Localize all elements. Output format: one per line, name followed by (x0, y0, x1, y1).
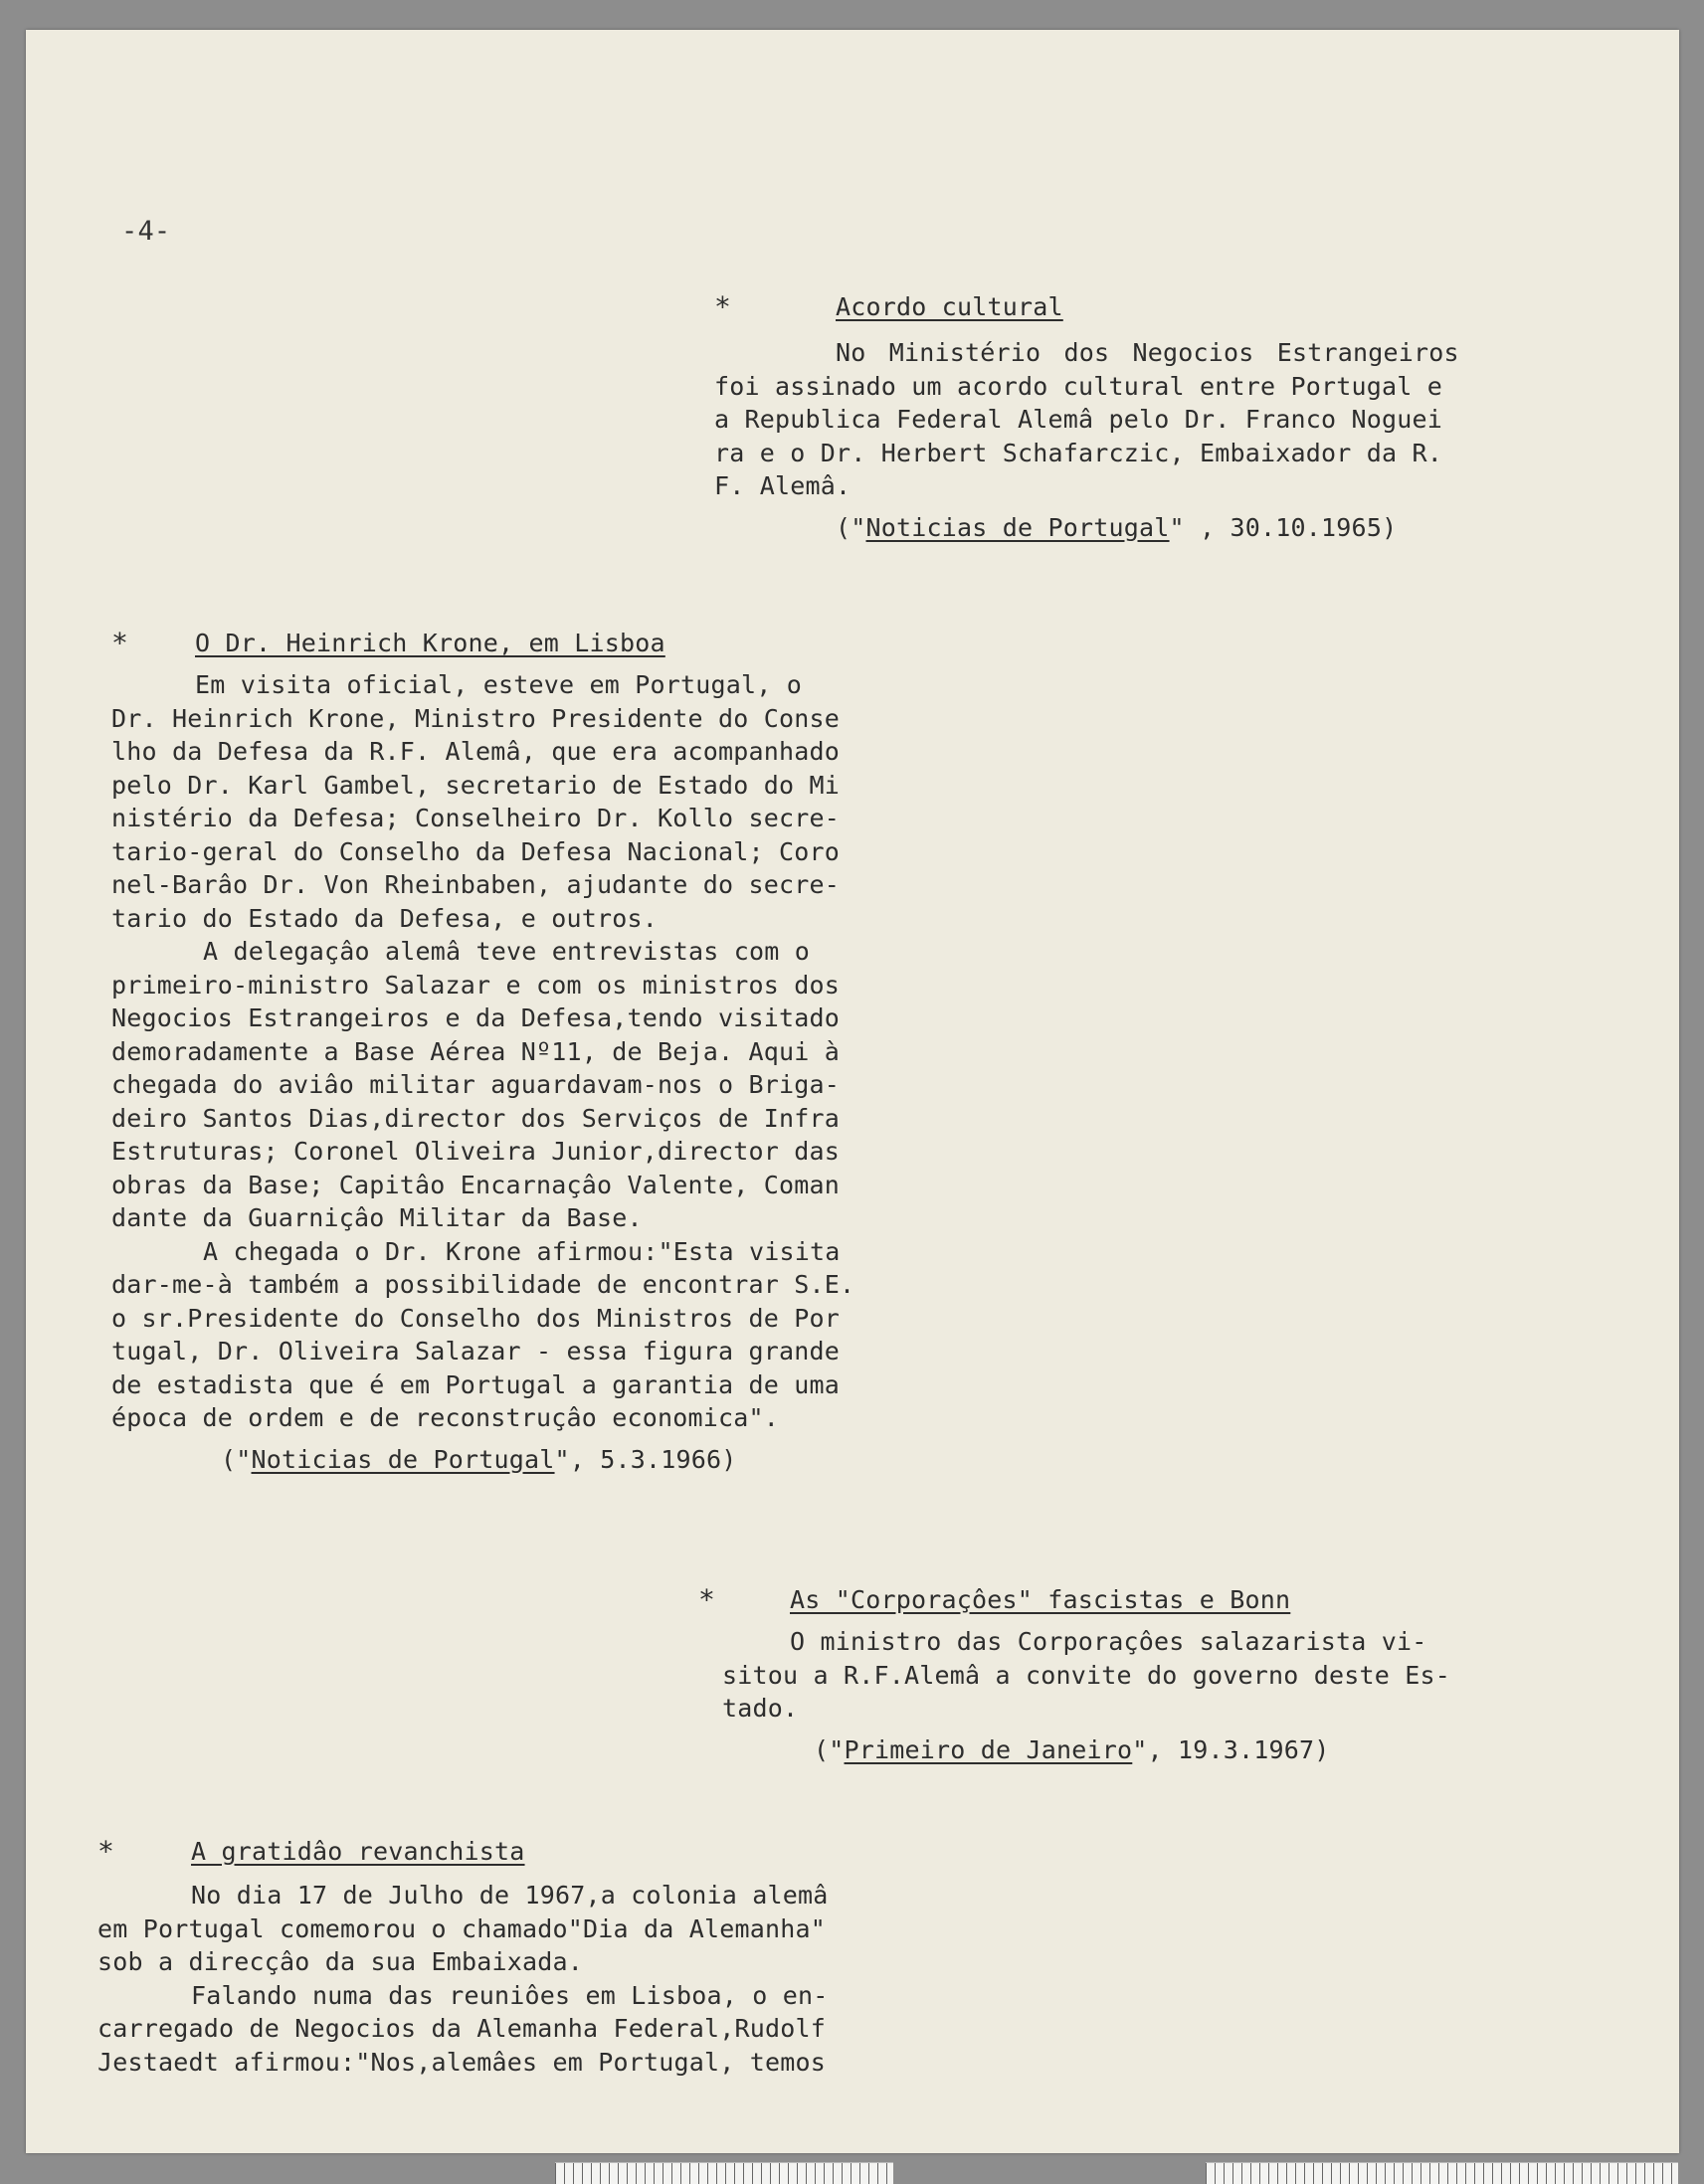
text-line: Estruturas; Coronel Oliveira Junior,director das (111, 1137, 841, 1166)
text-line: nistério da Defesa; Conselheiro Dr. Kollo secre- (111, 804, 841, 832)
source-suffix: ", 5.3.1966) (554, 1444, 737, 1474)
text-line: dar-me-à também a possibilidade de encontrar S.E. (111, 1270, 855, 1299)
section-body (97, 1879, 893, 2079)
source-prefix: (" (814, 1734, 845, 1764)
text-line: demoradamente a Base Aérea Nº11, de Beja. Aqui à (111, 1036, 841, 1066)
section-body (111, 668, 907, 1435)
text-line: carregado de Negocios da Alemanha Federal,Rudolf (97, 2014, 827, 2043)
text-line: a Republica Federal Alemâ pelo Dr. Franco Noguei (714, 405, 1443, 434)
section-title: O Dr. Heinrich Krone, em Lisboa (195, 629, 665, 657)
text-line: F. Alemâ. (714, 471, 852, 500)
section-gratidao-revanchista (97, 1835, 893, 2079)
text-line: primeiro-ministro Salazar e com os ministros dos (111, 970, 841, 1000)
scale-ruler-left (555, 2162, 893, 2184)
source-name: Noticias de Portugal (865, 512, 1170, 542)
source-suffix: ", 19.3.1967) (1132, 1734, 1330, 1764)
text-line: Falando numa das reuniôes em Lisboa, o en- (191, 1980, 829, 2010)
source-name: Primeiro de Janeiro (844, 1734, 1133, 1764)
text-line: A chegada o Dr. Krone afirmou:"Esta visita (203, 1236, 841, 1266)
scale-ruler-right (1206, 2162, 1678, 2184)
section-heading (714, 290, 1500, 330)
text-line: O ministro das Corporaçôes salazarista vi- (790, 1627, 1427, 1656)
text-line: obras da Base; Capitâo Encarnaçâo Valente, Coman (111, 1170, 841, 1199)
bullet-star: * (714, 290, 732, 323)
text-line: tario do Estado da Defesa, e outros. (111, 903, 659, 933)
section-body (698, 1625, 1494, 1726)
text-line: No Ministério dos Negocios Estrangeiros (836, 338, 1459, 367)
text-line: Em visita oficial, esteve em Portugal, o (195, 670, 803, 699)
source-name: Noticias de Portugal (251, 1444, 555, 1474)
bullet-star: * (97, 1835, 115, 1868)
text-line: em Portugal comemorou o chamado"Dia da Alemanha" (97, 1913, 827, 1943)
text-line: nel-Barâo Dr. Von Rheinbaben, ajudante do secre- (111, 870, 841, 899)
text-line: foi assinado um acordo cultural entre Portugal e (714, 371, 1443, 401)
section-title: A gratidâo revanchista (191, 1837, 525, 1866)
source-suffix: " , 30.10.1965) (1169, 512, 1398, 542)
text-line: chegada do aviâo militar aguardavam-nos o Briga- (111, 1070, 841, 1099)
bullet-star: * (111, 627, 129, 659)
text-line: tario-geral do Conselho da Defesa Nacional; Coro (111, 836, 841, 866)
bullet-star: * (698, 1583, 716, 1616)
text-line: época de ordem e de reconstruçâo economica". (111, 1403, 780, 1432)
text-line: ra e o Dr. Herbert Schafarczic, Embaixador da R. (714, 438, 1443, 467)
section-acordo-cultural (714, 290, 1500, 544)
page-number: -4- (121, 216, 171, 247)
text-line: lho da Defesa da R.F. Alemâ, que era acompanhado (111, 737, 841, 766)
text-line: Negocios Estrangeiros e da Defesa,tendo visitado (111, 1003, 841, 1032)
source-prefix: (" (836, 512, 866, 542)
text-line: tugal, Dr. Oliveira Salazar - essa figura grande (111, 1337, 841, 1365)
text-line: dante da Guarniçâo Militar da Base. (111, 1203, 643, 1232)
section-heinrich-krone (111, 627, 907, 1476)
source-prefix: (" (221, 1444, 252, 1474)
text-line: o sr.Presidente do Conselho dos Ministros de Por (111, 1303, 841, 1333)
text-line: pelo Dr. Karl Gambel, secretario de Estado do Mi (111, 770, 841, 800)
document-page (26, 30, 1679, 2153)
section-title: Acordo cultural (836, 292, 1063, 321)
text-line: de estadista que é em Portugal a garantia de uma (111, 1369, 841, 1399)
section-heading (97, 1835, 893, 1875)
section-heading (111, 627, 907, 666)
section-body (714, 336, 1500, 503)
text-line: No dia 17 de Julho de 1967,a colonia alemâ (191, 1881, 829, 1910)
source-citation (698, 1733, 1494, 1767)
section-heading (698, 1583, 1494, 1623)
source-citation (111, 1443, 907, 1477)
section-title: As "Corporaçôes" fascistas e Bonn (790, 1585, 1291, 1614)
text-line: sitou a R.F.Alemâ a convite do governo deste Es- (722, 1660, 1451, 1690)
source-citation (714, 511, 1500, 545)
text-line: A delegaçâo alemâ teve entrevistas com o (203, 937, 811, 966)
text-line: Jestaedt afirmou:"Nos,alemâes em Portugal, temos (97, 2047, 827, 2077)
text-line: tado. (722, 1694, 799, 1723)
text-line: Dr. Heinrich Krone, Ministro Presidente do Conse (111, 703, 841, 733)
section-corporacoes (698, 1583, 1494, 1766)
text-line: deiro Santos Dias,director dos Serviços de Infra (111, 1103, 841, 1133)
text-line: sob a direcçâo da sua Embaixada. (97, 1947, 584, 1976)
